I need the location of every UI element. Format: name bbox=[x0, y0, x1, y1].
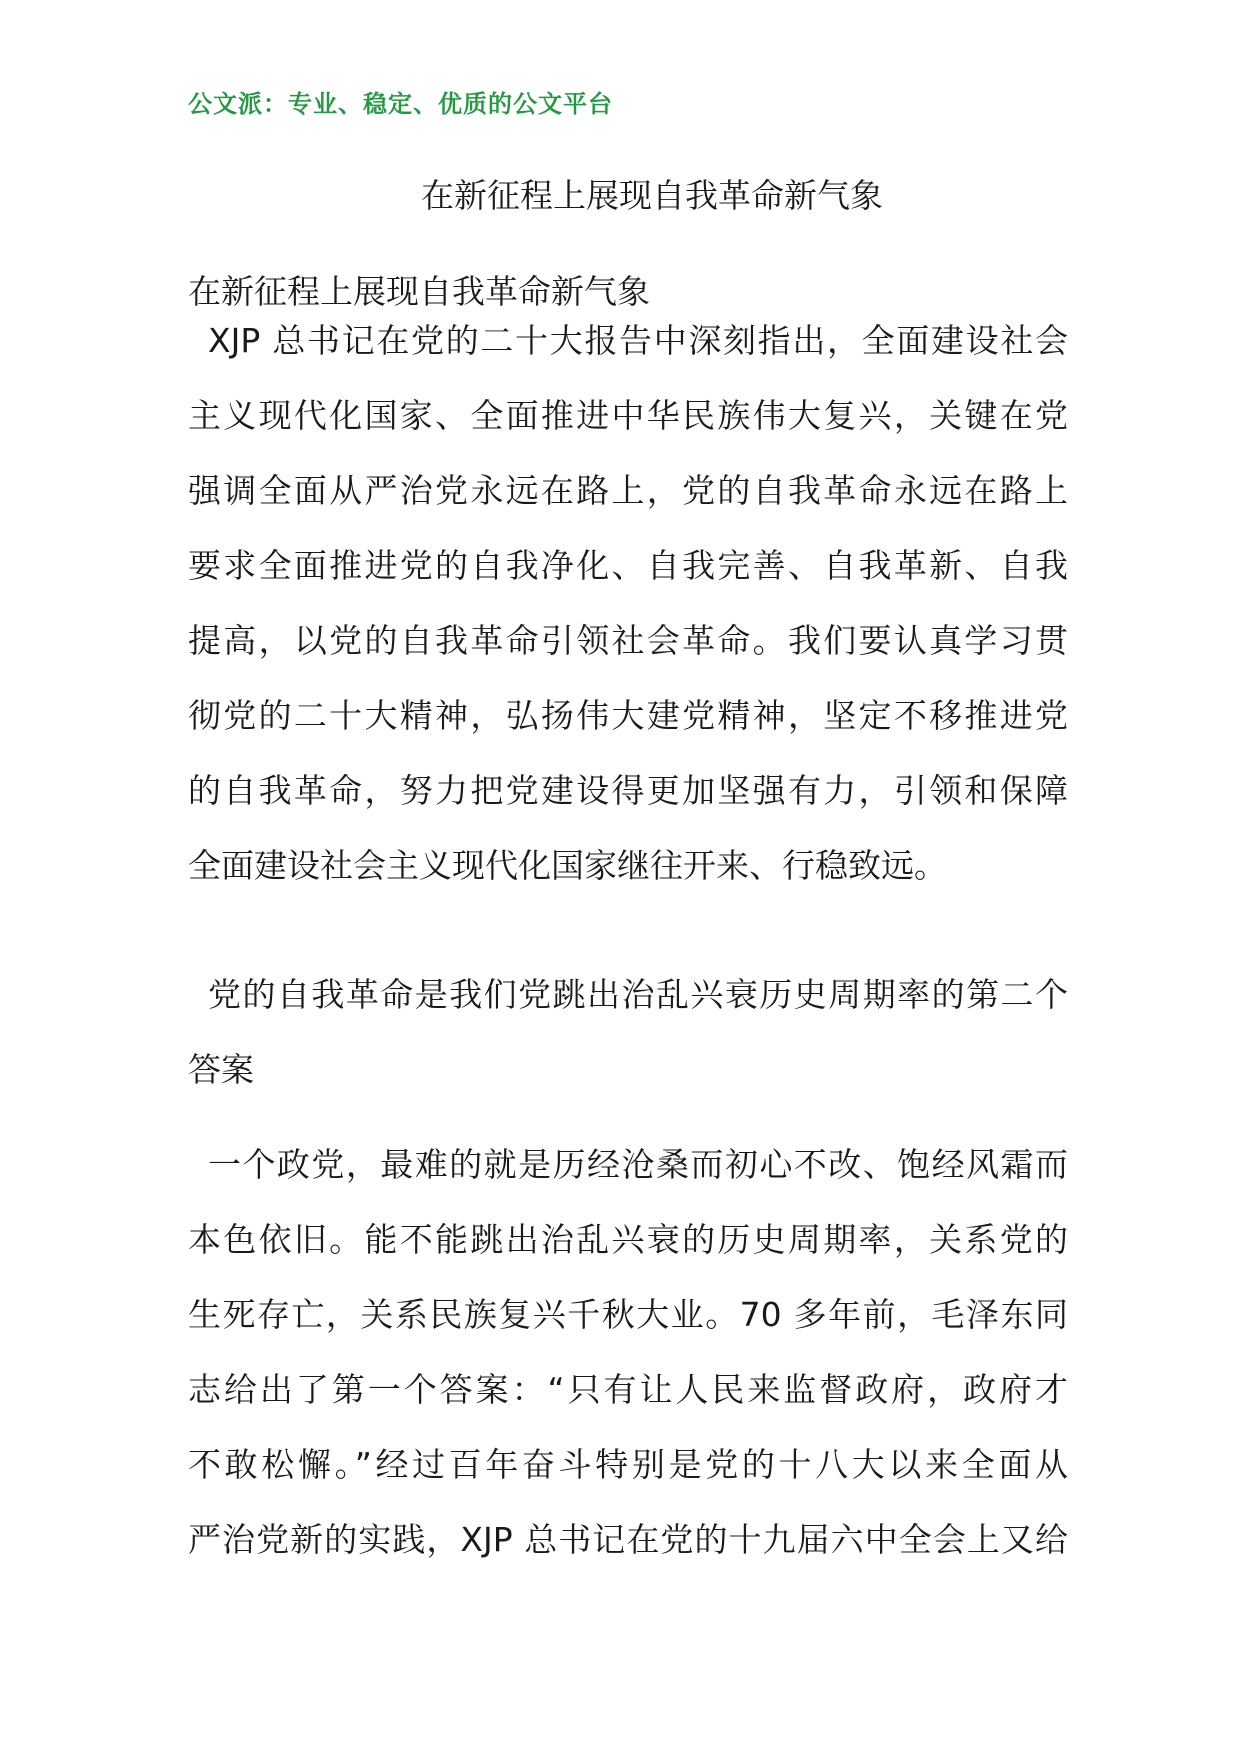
paragraph-line: 严治党新的实践，XJP 总书记在党的十九届六中全会上又给 bbox=[188, 1520, 1068, 1559]
paragraph-line: 的自我革命，努力把党建设得更加坚强有力，引领和保障 bbox=[188, 771, 1068, 810]
paragraph-line: 一个政党，最难的就是历经沧桑而初心不改、饱经风霜而 bbox=[208, 1145, 1068, 1184]
paragraph-line: 主义现代化国家、全面推进中华民族伟大复兴，关键在党 bbox=[188, 396, 1068, 435]
paragraph-line: 要求全面推进党的自我净化、自我完善、自我革新、自我 bbox=[188, 546, 1068, 585]
paragraph-line: 提高，以党的自我革命引领社会革命。我们要认真学习贯 bbox=[188, 621, 1068, 660]
paragraph-line: 本色依旧。能不能跳出治乱兴衰的历史周期率，关系党的 bbox=[188, 1220, 1068, 1259]
paragraph-line: 党的自我革命是我们党跳出治乱兴衰历史周期率的第二个 bbox=[208, 975, 1068, 1014]
paragraph-line: 全面建设社会主义现代化国家继往开来、行稳致远。 bbox=[188, 846, 947, 885]
document-title: 在新征程上展现自我革命新气象 bbox=[421, 176, 883, 215]
document-subtitle: 在新征程上展现自我革命新气象 bbox=[188, 272, 650, 311]
section-heading bbox=[188, 957, 1068, 1107]
brand-header: 公文派：专业、稳定、优质的公文平台 bbox=[188, 90, 613, 118]
paragraph-line: 答案 bbox=[188, 1050, 254, 1089]
paragraph-line: XJP 总书记在党的二十大报告中深刻指出，全面建设社会 bbox=[208, 321, 1068, 360]
paragraph-line: 强调全面从严治党永远在路上，党的自我革命永远在路上 bbox=[188, 471, 1068, 510]
paragraph-line: 生死存亡，关系民族复兴千秋大业。70 多年前，毛泽东同 bbox=[188, 1295, 1068, 1334]
paragraph-1 bbox=[188, 303, 1068, 903]
paragraph-line: 不敢松懈。”经过百年奋斗特别是党的十八大以来全面从 bbox=[188, 1445, 1068, 1484]
paragraph-line: 彻党的二十大精神，弘扬伟大建党精神，坚定不移推进党 bbox=[188, 696, 1068, 735]
paragraph-3 bbox=[188, 1127, 1068, 1577]
paragraph-line: 志给出了第一个答案：“只有让人民来监督政府，政府才 bbox=[188, 1370, 1068, 1409]
